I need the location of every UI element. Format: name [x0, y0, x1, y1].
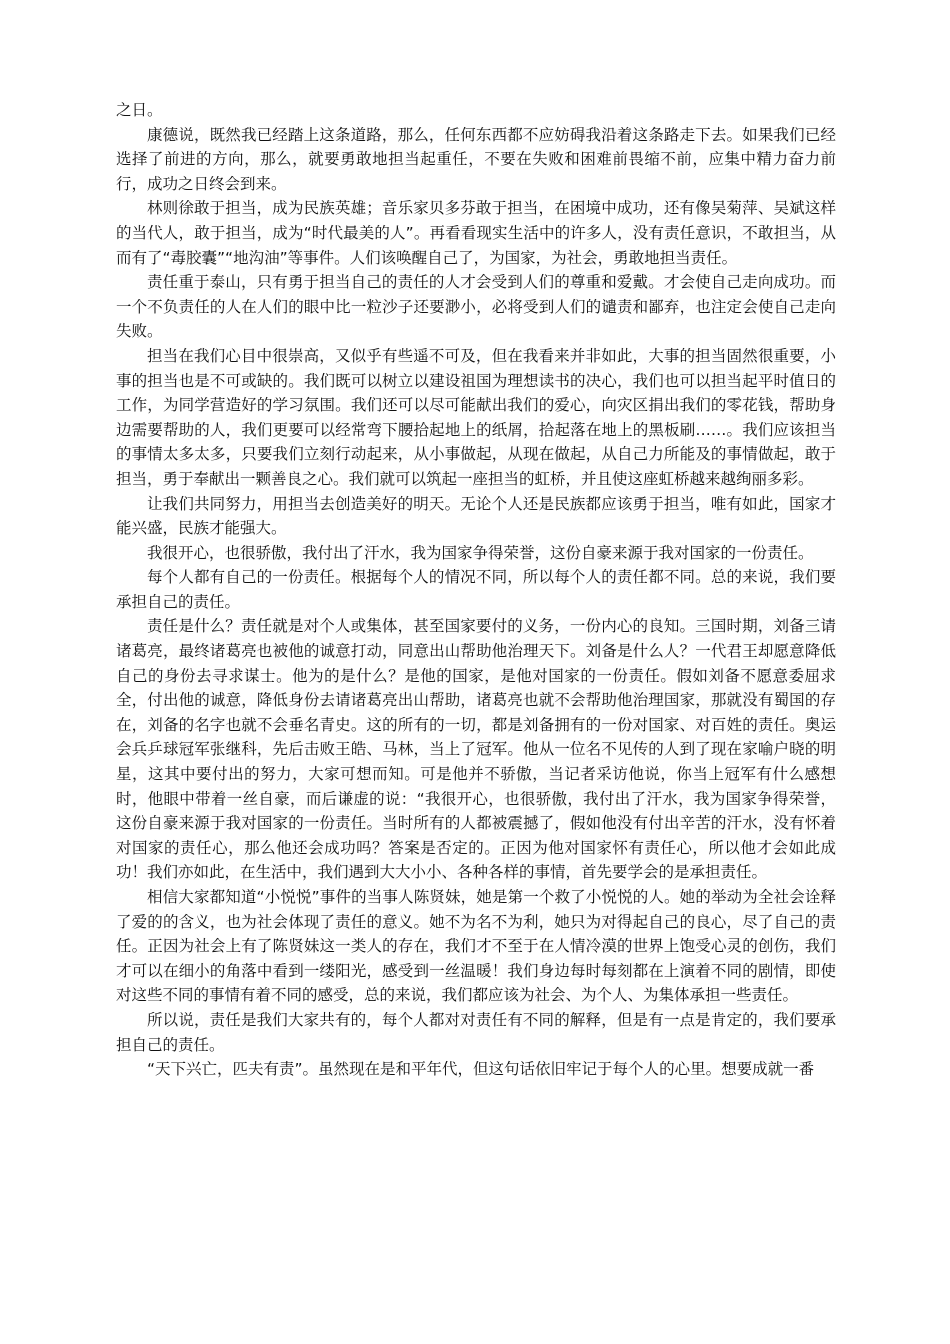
paragraph-continuation: 之日。 [116, 101, 163, 119]
paragraph: 每个人都有自己的一份责任。根据每个人的情况不同，所以每个人的责任都不同。总的来说，我们要承担自己的责任。 [116, 568, 836, 611]
paragraph: 让我们共同努力，用担当去创造美好的明天。无论个人还是民族都应该勇于担当，唯有如此，国家才能兴盛，民族才能强大。 [116, 494, 836, 538]
paragraph: 康德说，既然我已经踏上这条道路，那么，任何东西都不应妨碍我沿着这条路走下去。如果我们已经选择了前进的方向，那么，就要勇敢地担当起重任，不要在失败和困难前畏缩不前，应集中精力奋力前行，成功之日终会到来。 [116, 125, 836, 193]
paragraph: 担当在我们心目中很崇高，又似乎有些遥不可及，但在我看来并非如此，大事的担当固然很重要，小事的担当也是不可或缺的。我们既可以树立以建设祖国为理想读书的决心，我们也可以担当起平时值日的工作，为同学营造好的学习氛围。我们还可以尽可能献出我们的爱心，向灾区捐出我们的零花钱，帮助身边需要帮助的人，我们更要可以经常弯下腰拾起地上的纸屑，拾起落在地上的黑板刷……。我们应该担当的事情太多太多，只要我们立刻行动起来，从小事做起，从现在做起，从自己力所能及的事情做起，敢于担当，勇于奉献出一颗善良之心。我们就可以筑起一座担当的虹桥，并且使这座虹桥越来越绚丽多彩。 [116, 346, 836, 488]
paragraph: 所以说，责任是我们大家共有的，每个人都对对责任有不同的解释，但是有一点是肯定的，我们要承担自己的责任。 [116, 1010, 836, 1054]
paragraph: “天下兴亡，匹夫有责”。虽然现在是和平年代，但这句话依旧牢记于每个人的心里。想要成就一番 [147, 1060, 815, 1079]
document-body [116, 98, 836, 1082]
paragraph: 林则徐敢于担当，成为民族英雄；音乐家贝多芬敢于担当，在困境中成功，还有像吴菊萍、吴斌这样的当代人，敢于担当，成为“时代最美的人”。再看看现实生活中的许多人，没有责任意识，不敢担当，从而有了“毒胶囊”“地沟油”等事件。人们该唤醒自己了，为国家，为社会，勇敢地担当责任。 [116, 199, 836, 267]
paragraph: 责任重于泰山，只有勇于担当自己的责任的人才会受到人们的尊重和爱戴。才会使自己走向成功。而一个不负责任的人在人们的眼中比一粒沙子还要渺小，必将受到人们的谴责和鄙弃，也注定会使自己走向失败。 [116, 273, 836, 341]
paragraph: 责任是什么？责任就是对个人或集体，甚至国家要付的义务，一份内心的良知。三国时期，刘备三请诸葛亮，最终诸葛亮也被他的诚意打动，同意出山帮助他治理天下。刘备是什么人？一代君王却愿意降低自己的身份去寻求谋士。他为的是什么？是他的国家，是他对国家的一份责任。假如刘备不愿意委屈求全，付出他的诚意，降低身份去请诸葛亮出山帮助，诸葛亮也就不会帮助他治理国家，那就没有蜀国的存在，刘备的名字也就不会垂名青史。这的所有的一切，都是刘备拥有的一份对国家、对百姓的责任。奥运会兵乒球冠军张继科，先后击败王皓、马林，当上了冠军。他从一位名不见传的人到了现在家喻户晓的明星，这其中要付出的努力，大家可想而知。可是他并不骄傲，当记者采访他说，你当上冠军有什么感想时，他眼中带着一丝自豪，而后谦虚的说：“我很开心，也很骄傲，我付出了汗水，我为国家争得荣誉，这份自豪来源于我对国家的一份责任。当时所有的人都被震撼了，假如他没有付出辛苦的汗水，没有怀着对国家的责任心，那么他还会成功吗？答案是否定的。正因为他对国家怀有责任心，所以他才会如此成功！我们亦如此，在生活中，我们遇到大大小小、各种各样的事情，首先要学会的是承担责任。 [116, 617, 836, 882]
paragraph: 我很开心，也很骄傲，我付出了汗水，我为国家争得荣誉，这份自豪来源于我对国家的一份责任。 [147, 543, 814, 562]
paragraph: 相信大家都知道“小悦悦”事件的当事人陈贤妹，她是第一个救了小悦悦的人。她的举动为全社会诠释了爱的的含义，也为社会体现了责任的意义。她不为名不为利，她只为对得起自己的良心，尽了自己的责任。正因为社会上有了陈贤妹这一类人的存在，我们才不至于在人情冷漠的世界上饱受心灵的创伤，我们才可以在细小的角落中看到一缕阳光，感受到一丝温暖！我们身边每时每刻都在上演着不同的剧情，即使对这些不同的事情有着不同的感受，总的来说，我们都应该为社会、为个人、为集体承担一些责任。 [116, 888, 836, 1005]
